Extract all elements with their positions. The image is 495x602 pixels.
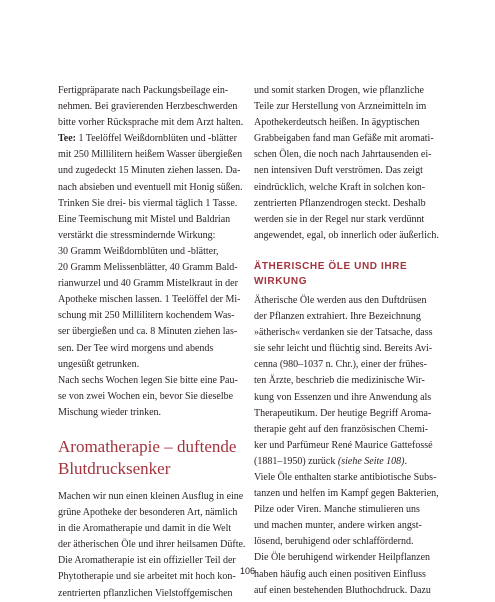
chapter-heading [58,436,242,480]
text-line: angewendet, egal, ob innerlich oder äußerlich. [254,229,439,241]
page-reference: (siehe Seite 108) [337,455,405,467]
paragraph [254,293,444,470]
text-line: Pilze oder Viren. Manche stimulieren uns [254,504,420,516]
text-line: Mischung wieder trinken. [58,406,162,418]
text-line: kung von Essenzen und ihre Anwendung als [254,391,432,403]
text-line: schen Ölen, die noch nach Jahrtausenden ei- [254,149,432,161]
left-column [58,83,246,602]
text-line: Fertigpräparate nach Packungsbeilage ein- [58,85,229,96]
text-line: rianwurzel und 40 Gramm Mistelkraut in der [58,278,238,290]
text-line: Viele Öle enthalten starke antibiotische Subs- [254,471,437,483]
tea-label: Tee: [58,133,76,145]
text-line: und zugedeckt 15 Minuten ziehen lassen. Da- [58,165,241,177]
text-line: schung mit 250 Millilitern kochendem Was- [58,310,235,322]
text-line: und machen munter, andere wirken angst- [254,520,422,532]
text-line: mit 250 Millilitern heißem Wasser übergießen [58,149,243,161]
text-span: . [404,455,408,467]
text-line: lösend, beruhigend oder schlaffördernd. [254,536,414,548]
text-span: (1881–1950) zurück [254,455,338,467]
text-line: sen. Der Tee wird morgens und abends [58,342,214,354]
text-line: eindrücklich, welche Kraft in solchen kon- [254,181,426,193]
text-line: cenna (980–1037 n. Chr.), einer der frühes- [254,359,427,371]
text-line: Eine Teemischung mit Mistel und Baldrian [58,213,231,225]
text-line: nach absieben und eventuell mit Honig süßen. [58,181,243,193]
text-line: und somit starken Drogen, wie pflanzliche [254,85,424,96]
heading-line: WIRKUNG [254,275,308,287]
tea-paragraph [58,131,242,421]
text-line: tanzen und helfen im Kampf gegen Bakterien, [254,488,439,500]
text-line: therapie geht auf den französischen Chemi- [254,423,429,435]
paragraph [254,470,444,599]
text-line: Therapeutikum. Der heutige Begriff Aroma- [254,407,432,419]
text-line: werden sie in der Regel nur stark verdünnt [254,213,425,225]
text-line: Teile zur Herstellung von Arzneimitteln im [254,101,427,113]
text-line: Apotheke mischen lassen. 1 Teelöffel der Mi- [58,294,241,306]
text-line [58,131,242,147]
heading-line: Aromatherapie – duftende [58,436,237,456]
text-line: Grabbeigaben fand man Gefäße mit aromati- [254,133,434,145]
right-column [254,83,444,599]
text-line: ker und Parfümeur René Maurice Gattefossé [254,439,433,451]
text-line: der Pflanzen extrahiert. Ihre Bezeichnung [254,311,421,323]
text-line: in die Aromatherapie und damit in die Welt [58,523,232,535]
page-number: 106 [239,566,256,576]
text-line: der ätherischen Öle und ihrer heilsamen Düfte. [58,539,246,551]
section-heading [254,259,444,289]
text-line: Trinken Sie drei- bis viermal täglich 1 Tasse. [58,197,238,209]
heading-line: Blutdrucksenker [58,458,171,478]
text-line: sie sehr leicht und flüchtig sind. Bereits Avi- [254,343,433,355]
text-line: 20 Gramm Melissenblätter, 40 Gramm Bald- [58,262,238,274]
text-line: Machen wir nun einen kleinen Ausflug in eine [58,490,244,502]
text-line: Phytotherapie und sie arbeitet mit hoch kon- [58,571,236,583]
text-line [254,454,444,470]
paragraph [58,489,246,602]
text-line: verstärkt die stressmindernde Wirkung: [58,229,216,241]
text-line: Apothekerdeutsch heißen. In ägyptischen [254,117,420,129]
text-span: 1 Teelöffel Weißdornblüten und -blätter [75,133,237,145]
text-line: Die Öle beruhigend wirkender Heilpflanzen [254,552,431,564]
text-line: 30 Gramm Weißdornblüten und -blätter, [58,245,219,257]
text-line: zentrierten pflanzlichen Vielstoffgemischen [58,587,233,599]
text-line: zentrierten Pflanzendrogen steckt. Deshalb [254,197,426,209]
paragraph [254,83,444,244]
heading-line: ÄTHERISCHE ÖLE UND IHRE [254,260,408,272]
text-line: nehmen. Bei gravierenden Herzbeschwerden [58,101,238,113]
text-line: haben häufig auch einen positiven Einfluss [254,568,426,580]
text-line: bitte vorher Rücksprache mit dem Arzt halten. [58,117,244,129]
text-line: ser übergießen und ca. 8 Minuten ziehen las- [58,326,238,338]
text-line: ten Ärzte, beschrieb die medizinische Wir- [254,375,425,387]
text-line: Ätherische Öle werden aus den Duftdrüsen [254,294,427,306]
text-line: ungesüßt getrunken. [58,358,140,370]
text-line: Die Aromatherapie ist ein offizieller Teil der [58,555,236,567]
text-line: Nach sechs Wochen legen Sie bitte eine Pau- [58,374,238,386]
text-line: se von zwei Wochen ein, bevor Sie dieselbe [58,390,234,402]
text-line: grüne Apotheke der besonderen Art, nämlich [58,507,238,519]
text-line: »ätherisch« verdanken sie der Tatsache, dass [254,327,433,339]
text-line: auf einen bestehenden Bluthochdruck. Dazu [254,584,431,596]
paragraph [58,83,242,131]
text-line: nen intensiven Duft verströmen. Das zeigt [254,165,423,177]
